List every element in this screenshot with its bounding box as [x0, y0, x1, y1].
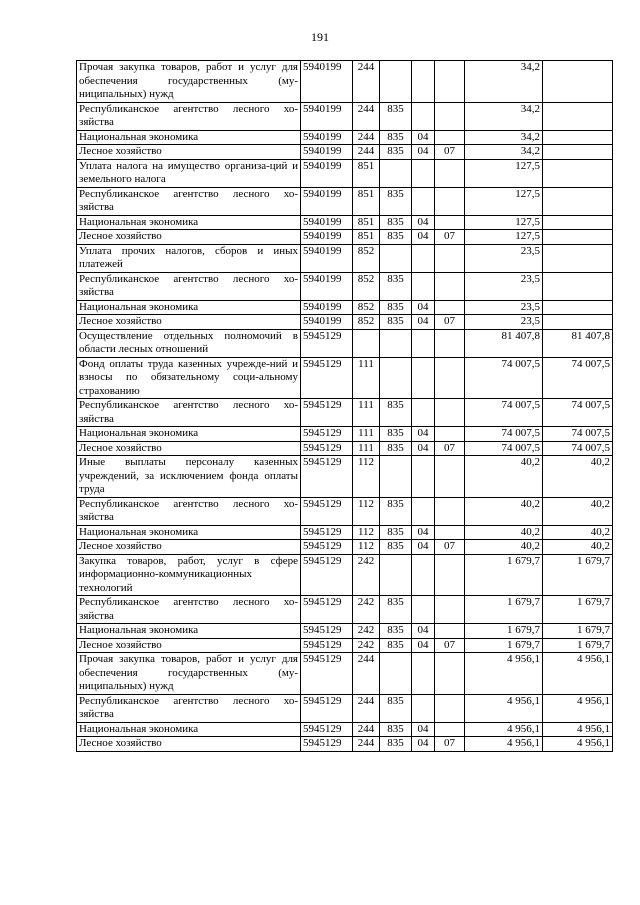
target-article-cell: 5940199: [301, 230, 353, 245]
subsection-code-cell: [435, 357, 465, 399]
expense-type-cell: 851: [353, 230, 380, 245]
target-article-cell: 5945129: [301, 329, 353, 357]
subsection-code-cell: [435, 653, 465, 695]
expense-type-cell: 111: [353, 441, 380, 456]
section-code-cell: [412, 187, 435, 215]
row-name-cell: Национальная экономика: [77, 215, 301, 230]
amount-subvention-cell: [543, 159, 613, 187]
department-code-cell: 835: [380, 230, 412, 245]
expense-type-cell: 851: [353, 159, 380, 187]
row-name-cell: Республиканское агентство лесного хо-зяйства: [77, 272, 301, 300]
amount-subvention-cell: 1 679,7: [543, 596, 613, 624]
table-row: [77, 215, 613, 230]
table-row: [77, 102, 613, 130]
target-article-cell: 5940199: [301, 272, 353, 300]
section-code-cell: 04: [412, 427, 435, 442]
expense-type-cell: 851: [353, 187, 380, 215]
subsection-code-cell: [435, 272, 465, 300]
amount-cell: 34,2: [465, 130, 543, 145]
section-code-cell: [412, 399, 435, 427]
department-code-cell: 835: [380, 399, 412, 427]
amount-subvention-cell: [543, 230, 613, 245]
amount-subvention-cell: [543, 300, 613, 315]
target-article-cell: 5945129: [301, 357, 353, 399]
section-code-cell: [412, 554, 435, 596]
department-code-cell: 835: [380, 102, 412, 130]
target-article-cell: 5940199: [301, 145, 353, 160]
department-code-cell: 835: [380, 737, 412, 752]
section-code-cell: 04: [412, 525, 435, 540]
target-article-cell: 5945129: [301, 596, 353, 624]
department-code-cell: 835: [380, 187, 412, 215]
table-row: [77, 399, 613, 427]
row-name-cell: Лесное хозяйство: [77, 441, 301, 456]
expense-type-cell: 244: [353, 694, 380, 722]
department-code-cell: [380, 653, 412, 695]
row-name-cell: Республиканское агентство лесного хо-зяйства: [77, 102, 301, 130]
amount-cell: 4 956,1: [465, 722, 543, 737]
row-name-cell: Республиканское агентство лесного хо-зяйства: [77, 187, 301, 215]
expense-type-cell: 111: [353, 399, 380, 427]
department-code-cell: [380, 329, 412, 357]
amount-cell: 23,5: [465, 244, 543, 272]
table-row: [77, 244, 613, 272]
target-article-cell: 5940199: [301, 300, 353, 315]
row-name-cell: Национальная экономика: [77, 624, 301, 639]
table-row: [77, 525, 613, 540]
target-article-cell: 5940199: [301, 244, 353, 272]
amount-subvention-cell: 4 956,1: [543, 653, 613, 695]
budget-table-body: [77, 61, 613, 752]
department-code-cell: 835: [380, 624, 412, 639]
subsection-code-cell: [435, 130, 465, 145]
target-article-cell: 5945129: [301, 456, 353, 498]
amount-subvention-cell: [543, 315, 613, 330]
row-name-cell: Республиканское агентство лесного хо-зяйства: [77, 596, 301, 624]
amount-subvention-cell: 1 679,7: [543, 554, 613, 596]
target-article-cell: 5940199: [301, 315, 353, 330]
table-row: [77, 540, 613, 555]
amount-cell: 4 956,1: [465, 653, 543, 695]
row-name-cell: Республиканское агентство лесного хо-зяйства: [77, 497, 301, 525]
target-article-cell: 5945129: [301, 694, 353, 722]
section-code-cell: 04: [412, 315, 435, 330]
subsection-code-cell: [435, 427, 465, 442]
row-name-cell: Прочая закупка товаров, работ и услуг для обеспечения государственных (му-ниципальных) нужд: [77, 61, 301, 103]
section-code-cell: 04: [412, 722, 435, 737]
table-row: [77, 272, 613, 300]
section-code-cell: 04: [412, 215, 435, 230]
amount-subvention-cell: 74 007,5: [543, 399, 613, 427]
table-row: [77, 441, 613, 456]
subsection-code-cell: [435, 215, 465, 230]
expense-type-cell: 852: [353, 315, 380, 330]
expense-type-cell: 112: [353, 540, 380, 555]
section-code-cell: 04: [412, 145, 435, 160]
row-name-cell: Лесное хозяйство: [77, 540, 301, 555]
table-row: [77, 497, 613, 525]
amount-cell: 40,2: [465, 456, 543, 498]
section-code-cell: 04: [412, 737, 435, 752]
department-code-cell: 835: [380, 525, 412, 540]
amount-cell: 23,5: [465, 300, 543, 315]
expense-type-cell: 852: [353, 272, 380, 300]
department-code-cell: 835: [380, 427, 412, 442]
section-code-cell: 04: [412, 441, 435, 456]
amount-cell: 74 007,5: [465, 441, 543, 456]
subsection-code-cell: 07: [435, 315, 465, 330]
department-code-cell: [380, 159, 412, 187]
amount-subvention-cell: [543, 102, 613, 130]
table-row: [77, 61, 613, 103]
subsection-code-cell: 07: [435, 540, 465, 555]
amount-cell: 34,2: [465, 102, 543, 130]
department-code-cell: 835: [380, 145, 412, 160]
department-code-cell: 835: [380, 215, 412, 230]
amount-cell: 127,5: [465, 230, 543, 245]
expense-type-cell: 112: [353, 497, 380, 525]
amount-cell: 81 407,8: [465, 329, 543, 357]
subsection-code-cell: [435, 329, 465, 357]
subsection-code-cell: [435, 525, 465, 540]
expense-type-cell: 244: [353, 737, 380, 752]
target-article-cell: 5945129: [301, 399, 353, 427]
amount-subvention-cell: [543, 130, 613, 145]
target-article-cell: 5945129: [301, 497, 353, 525]
amount-cell: 127,5: [465, 187, 543, 215]
department-code-cell: [380, 554, 412, 596]
amount-cell: 4 956,1: [465, 737, 543, 752]
section-code-cell: [412, 159, 435, 187]
department-code-cell: 835: [380, 497, 412, 525]
department-code-cell: 835: [380, 300, 412, 315]
section-code-cell: 04: [412, 624, 435, 639]
amount-cell: 1 679,7: [465, 596, 543, 624]
row-name-cell: Республиканское агентство лесного хо-зяйства: [77, 399, 301, 427]
row-name-cell: Лесное хозяйство: [77, 737, 301, 752]
amount-subvention-cell: 74 007,5: [543, 441, 613, 456]
section-code-cell: [412, 596, 435, 624]
target-article-cell: 5945129: [301, 722, 353, 737]
expense-type-cell: 244: [353, 145, 380, 160]
expense-type-cell: 244: [353, 102, 380, 130]
amount-cell: 40,2: [465, 540, 543, 555]
department-code-cell: [380, 357, 412, 399]
department-code-cell: 835: [380, 722, 412, 737]
department-code-cell: 835: [380, 272, 412, 300]
amount-subvention-cell: 4 956,1: [543, 694, 613, 722]
subsection-code-cell: [435, 624, 465, 639]
target-article-cell: 5945129: [301, 554, 353, 596]
department-code-cell: [380, 456, 412, 498]
subsection-code-cell: [435, 694, 465, 722]
subsection-code-cell: 07: [435, 145, 465, 160]
subsection-code-cell: 07: [435, 737, 465, 752]
target-article-cell: 5940199: [301, 102, 353, 130]
expense-type-cell: 244: [353, 653, 380, 695]
row-name-cell: Национальная экономика: [77, 525, 301, 540]
row-name-cell: Лесное хозяйство: [77, 315, 301, 330]
subsection-code-cell: [435, 187, 465, 215]
amount-subvention-cell: 40,2: [543, 540, 613, 555]
page-number: 191: [311, 30, 329, 44]
table-row: [77, 737, 613, 752]
amount-subvention-cell: 4 956,1: [543, 722, 613, 737]
table-row: [77, 624, 613, 639]
amount-cell: 127,5: [465, 159, 543, 187]
row-name-cell: Лесное хозяйство: [77, 145, 301, 160]
table-row: [77, 357, 613, 399]
amount-subvention-cell: [543, 244, 613, 272]
row-name-cell: Уплата налога на имущество организа-ций и земельного налога: [77, 159, 301, 187]
section-code-cell: [412, 497, 435, 525]
table-row: [77, 315, 613, 330]
budget-table: [76, 60, 613, 752]
amount-subvention-cell: 74 007,5: [543, 357, 613, 399]
department-code-cell: 835: [380, 540, 412, 555]
table-row: [77, 554, 613, 596]
target-article-cell: 5945129: [301, 638, 353, 653]
subsection-code-cell: 07: [435, 638, 465, 653]
table-row: [77, 722, 613, 737]
expense-type-cell: 112: [353, 456, 380, 498]
subsection-code-cell: 07: [435, 230, 465, 245]
amount-cell: 34,2: [465, 145, 543, 160]
table-row: [77, 427, 613, 442]
table-row: [77, 187, 613, 215]
amount-cell: 74 007,5: [465, 357, 543, 399]
section-code-cell: [412, 102, 435, 130]
table-row: [77, 456, 613, 498]
row-name-cell: Прочая закупка товаров, работ и услуг для обеспечения государственных (му-ниципальных) нужд: [77, 653, 301, 695]
amount-cell: 74 007,5: [465, 399, 543, 427]
amount-subvention-cell: 81 407,8: [543, 329, 613, 357]
row-name-cell: Уплата прочих налогов, сборов и иных платежей: [77, 244, 301, 272]
subsection-code-cell: [435, 102, 465, 130]
section-code-cell: 04: [412, 540, 435, 555]
expense-type-cell: [353, 329, 380, 357]
target-article-cell: 5945129: [301, 441, 353, 456]
amount-cell: 23,5: [465, 315, 543, 330]
amount-cell: 40,2: [465, 525, 543, 540]
amount-cell: 1 679,7: [465, 624, 543, 639]
section-code-cell: 04: [412, 300, 435, 315]
department-code-cell: 835: [380, 694, 412, 722]
section-code-cell: [412, 694, 435, 722]
expense-type-cell: 242: [353, 638, 380, 653]
row-name-cell: Фонд оплаты труда казенных учрежде-ний и взносы по обязательному соци-альному страхованию: [77, 357, 301, 399]
section-code-cell: [412, 653, 435, 695]
expense-type-cell: 242: [353, 624, 380, 639]
amount-subvention-cell: 40,2: [543, 497, 613, 525]
target-article-cell: 5945129: [301, 540, 353, 555]
row-name-cell: Лесное хозяйство: [77, 638, 301, 653]
section-code-cell: 04: [412, 230, 435, 245]
row-name-cell: Национальная экономика: [77, 300, 301, 315]
subsection-code-cell: [435, 399, 465, 427]
section-code-cell: [412, 244, 435, 272]
subsection-code-cell: [435, 554, 465, 596]
amount-cell: 40,2: [465, 497, 543, 525]
department-code-cell: [380, 244, 412, 272]
amount-subvention-cell: 74 007,5: [543, 427, 613, 442]
expense-type-cell: 111: [353, 357, 380, 399]
amount-cell: 1 679,7: [465, 554, 543, 596]
table-row: [77, 329, 613, 357]
amount-cell: 34,2: [465, 61, 543, 103]
subsection-code-cell: [435, 596, 465, 624]
section-code-cell: [412, 61, 435, 103]
table-row: [77, 159, 613, 187]
amount-subvention-cell: 4 956,1: [543, 737, 613, 752]
section-code-cell: 04: [412, 130, 435, 145]
subsection-code-cell: [435, 456, 465, 498]
expense-type-cell: 244: [353, 130, 380, 145]
subsection-code-cell: 07: [435, 441, 465, 456]
department-code-cell: [380, 61, 412, 103]
department-code-cell: 835: [380, 596, 412, 624]
row-name-cell: Национальная экономика: [77, 427, 301, 442]
amount-subvention-cell: 40,2: [543, 525, 613, 540]
amount-subvention-cell: [543, 215, 613, 230]
expense-type-cell: 852: [353, 244, 380, 272]
target-article-cell: 5940199: [301, 187, 353, 215]
expense-type-cell: 242: [353, 596, 380, 624]
expense-type-cell: 244: [353, 722, 380, 737]
target-article-cell: 5945129: [301, 525, 353, 540]
section-code-cell: [412, 357, 435, 399]
department-code-cell: 835: [380, 130, 412, 145]
table-row: [77, 653, 613, 695]
amount-subvention-cell: [543, 187, 613, 215]
amount-subvention-cell: 1 679,7: [543, 624, 613, 639]
department-code-cell: 835: [380, 441, 412, 456]
expense-type-cell: 112: [353, 525, 380, 540]
target-article-cell: 5940199: [301, 130, 353, 145]
section-code-cell: [412, 456, 435, 498]
target-article-cell: 5945129: [301, 737, 353, 752]
expense-type-cell: 111: [353, 427, 380, 442]
department-code-cell: 835: [380, 638, 412, 653]
expense-type-cell: 244: [353, 61, 380, 103]
amount-cell: 1 679,7: [465, 638, 543, 653]
subsection-code-cell: [435, 300, 465, 315]
table-row: [77, 638, 613, 653]
table-row: [77, 230, 613, 245]
amount-subvention-cell: 40,2: [543, 456, 613, 498]
section-code-cell: [412, 329, 435, 357]
amount-subvention-cell: 1 679,7: [543, 638, 613, 653]
table-row: [77, 130, 613, 145]
target-article-cell: 5945129: [301, 427, 353, 442]
amount-subvention-cell: [543, 61, 613, 103]
row-name-cell: Национальная экономика: [77, 130, 301, 145]
target-article-cell: 5940199: [301, 215, 353, 230]
row-name-cell: Республиканское агентство лесного хо-зяйства: [77, 694, 301, 722]
row-name-cell: Осуществление отдельных полномочий в области лесных отношений: [77, 329, 301, 357]
row-name-cell: Закупка товаров, работ, услуг в сфере информационно-коммуникационных технологий: [77, 554, 301, 596]
subsection-code-cell: [435, 722, 465, 737]
table-row: [77, 300, 613, 315]
section-code-cell: 04: [412, 638, 435, 653]
amount-subvention-cell: [543, 145, 613, 160]
section-code-cell: [412, 272, 435, 300]
department-code-cell: 835: [380, 315, 412, 330]
subsection-code-cell: [435, 497, 465, 525]
target-article-cell: 5945129: [301, 624, 353, 639]
row-name-cell: Лесное хозяйство: [77, 230, 301, 245]
amount-cell: 23,5: [465, 272, 543, 300]
row-name-cell: Национальная экономика: [77, 722, 301, 737]
subsection-code-cell: [435, 159, 465, 187]
amount-cell: 74 007,5: [465, 427, 543, 442]
target-article-cell: 5940199: [301, 159, 353, 187]
target-article-cell: 5945129: [301, 653, 353, 695]
table-row: [77, 145, 613, 160]
table-row: [77, 694, 613, 722]
expense-type-cell: 242: [353, 554, 380, 596]
amount-cell: 127,5: [465, 215, 543, 230]
table-row: [77, 596, 613, 624]
amount-subvention-cell: [543, 272, 613, 300]
amount-cell: 4 956,1: [465, 694, 543, 722]
subsection-code-cell: [435, 61, 465, 103]
expense-type-cell: 851: [353, 215, 380, 230]
target-article-cell: 5940199: [301, 61, 353, 103]
expense-type-cell: 852: [353, 300, 380, 315]
subsection-code-cell: [435, 244, 465, 272]
row-name-cell: Иные выплаты персоналу казенных учреждений, за исключением фонда оплаты труда: [77, 456, 301, 498]
